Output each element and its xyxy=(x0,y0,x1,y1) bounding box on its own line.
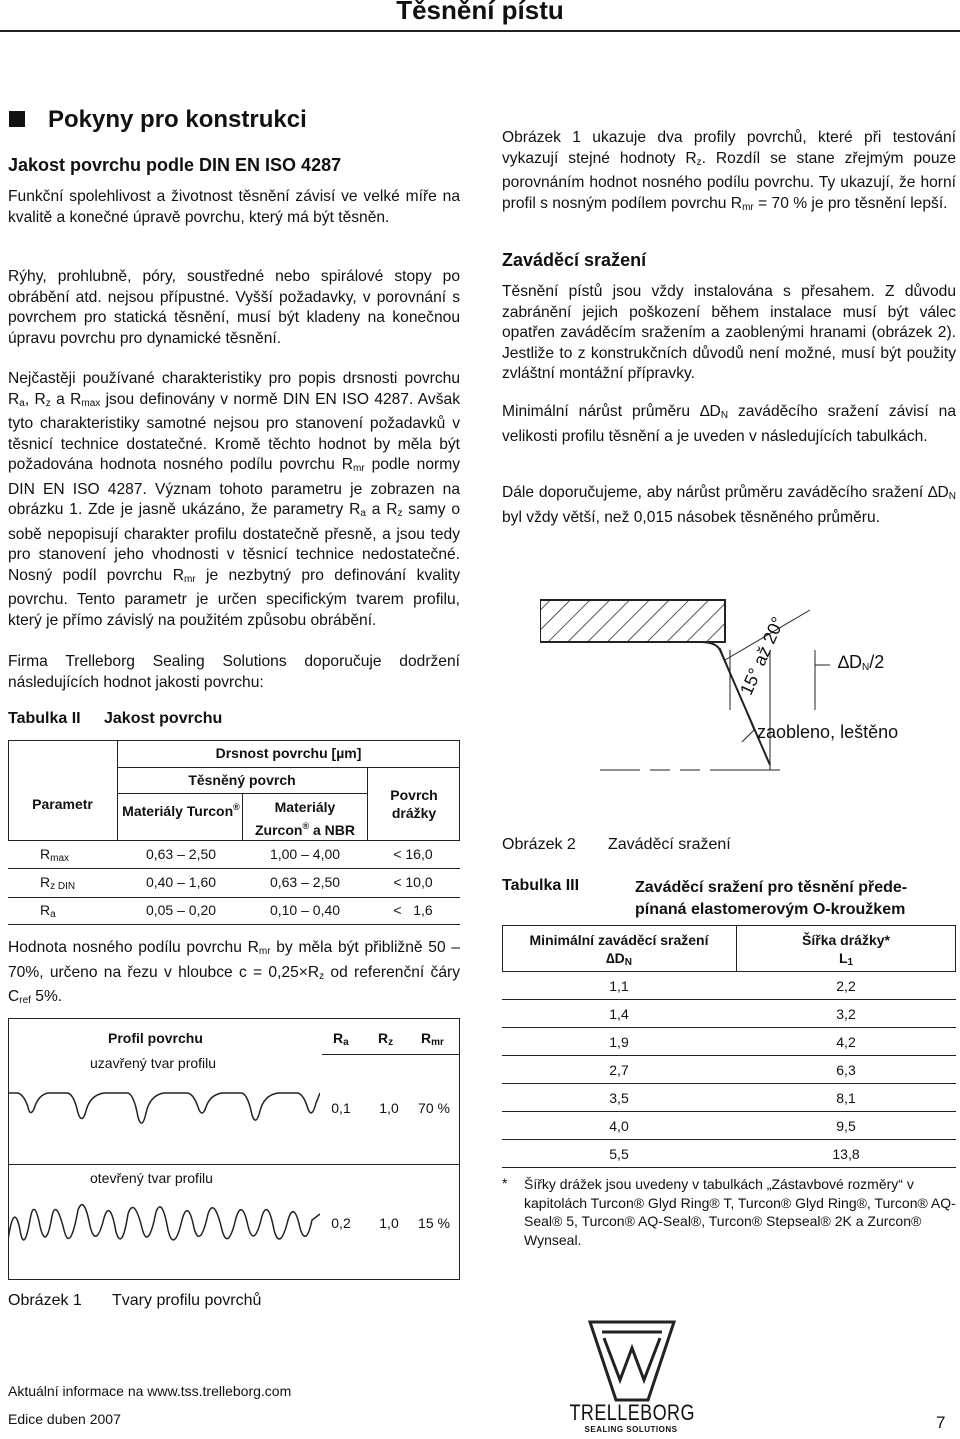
fig1-top-rule xyxy=(8,1018,460,1019)
table-row: 5,5 13,8 xyxy=(502,1140,956,1168)
left-paragraph-4: Firma Trelleborg Sealing Solutions doporučuje dodržení následujících hodnot jakosti povrchu: xyxy=(8,653,460,691)
right-paragraph-2: Těsnění pístů jsou vždy instalována s přesahem. Z důvodu zabránění jejich poškození během instalace musí být válec opatřen zaváděcím sražením a zaoblenými hranami (obrázek 2). Jestliže to z konstrukčních důvodů není možné, musí být použity zvláštní montážní přípravky. xyxy=(502,283,956,382)
table3-body xyxy=(502,972,956,1168)
table-row: 1,4 3,2 xyxy=(502,1000,956,1028)
section-title: Pokyny pro konstrukci xyxy=(48,106,307,133)
trelleborg-logo xyxy=(556,1318,706,1439)
fig1-right-border xyxy=(459,1018,460,1280)
right-paragraph-4: Dále doporučujeme, aby nárůst průměru zaváděcího sražení $\Delta D_N$ byl vždy větší, než 0,015 násobek těsněného průměru. xyxy=(502,484,956,526)
left-paragraph-3: Nejčastěji používané charakteristiky pro popis drsnosti povrchu $R_a$, $R_z$ a $R_{max}$ jsou definovány v normě DIN EN ISO 4287. Avšak tyto charakteristiky samotné nejsou pro stanovení požadavků v těsnicí technice dostatečné. Kromě těchto hodnot by měla být požadována hodnota nosného podílu povrchu $R_{mr}$ podle normy DIN EN ISO 4287. Význam tohoto parametru je zobrazen na obrázku 1. Zde je jasně ukázáno, že parametry $R_a$ a $R_z$ samy o sobě nepopisují charakter profilu dostatečně přesně, a jsou tedy pro stanovení jeho vhodnosti v těsnicí technice nedostatečné. Nosný podíl povrchu $R_{mr}$ je nezbytný pro definování kvality povrchu. Tento parametr je určen specifickým tvarem profilu, který je přímo závislý na použitém způsobu obrábění. xyxy=(8,370,460,629)
table2-row-rzdin: $R_{z DIN}$ 0,40 – 1,60 0,63 – 2,50 < 10,0 xyxy=(40,874,433,892)
fig1-closed-label: uzavřený tvar profilu xyxy=(90,1055,217,1071)
fig2-caption: Zaváděcí sražení xyxy=(608,836,731,853)
table2-row-rmax: $R_{max}$ 0,63 – 2,50 1,00 – 4,00 < 16,0 xyxy=(40,846,433,864)
fig1-header-rz: $R_z$ xyxy=(378,1030,394,1048)
fig1-open-profile xyxy=(8,1190,320,1270)
table2-rule-3 xyxy=(8,924,460,925)
table2-rule-1 xyxy=(8,868,460,869)
fig1-header-rmr: $R_{mr}$ xyxy=(421,1030,444,1048)
fig2-round-label: zaobleno, leštěno xyxy=(757,722,899,742)
fig1-label: Obrázek 1 xyxy=(8,1292,82,1309)
table3-label: Tabulka III xyxy=(502,877,580,894)
table-row: 4,0 9,5 xyxy=(502,1112,956,1140)
table3-top-rule xyxy=(502,925,956,926)
fig1-header-ra: $R_a$ xyxy=(333,1030,349,1048)
fig2-dn-label: $\Delta D_N/2$ xyxy=(838,652,885,673)
note-star: * xyxy=(502,1175,508,1191)
table2-header-drsnost: Drsnost povrchu [µm] xyxy=(215,745,362,761)
table2-header-povrch: Povrch drážky xyxy=(390,787,438,821)
fig1-bottom-rule xyxy=(8,1279,460,1280)
fig1-header-profil: Profil povrchu xyxy=(108,1030,203,1046)
figure1 xyxy=(8,1018,460,1282)
table2-title: Jakost povrchu xyxy=(104,710,223,727)
fig1-caption: Tvary profilu povrchů xyxy=(112,1292,262,1309)
right-paragraph-3: Minimální nárůst průměru $\Delta D_N$ zaváděcího sražení závisí na velikosti profilu těsnění a je uveden v následujících tabulkách. xyxy=(502,403,956,445)
table2-header-divider xyxy=(8,840,460,841)
table2-row-ra: $R_a$ 0,05 – 0,20 0,10 – 0,40 < 1,6 xyxy=(40,902,433,920)
fig1-closed-rmr: 70 % xyxy=(418,1100,450,1116)
fig1-open-rz: 1,0 xyxy=(379,1215,399,1231)
table2-rule-2 xyxy=(8,897,460,898)
fig1-open-ra: 0,2 xyxy=(331,1215,351,1231)
footer-link[interactable]: Aktuální informace na www.tss.trelleborg.com xyxy=(8,1383,292,1399)
right-paragraph-1: Obrázek 1 ukazuje dva profily povrchů, které při testování vykazují stejné hodnoty $R_z$. Rozdíl se stane zřejmým pouze porovnáním hodnot nosného podílu povrchu. Ty ukazují, že horní profil s nosným podílem povrchu $R_{mr} = 70$ % je pro těsnění lepší. xyxy=(502,129,956,213)
footer-edition: Edice duben 2007 xyxy=(8,1411,121,1427)
table2 xyxy=(8,740,460,922)
trelleborg-logo-icon xyxy=(588,1320,676,1402)
title-rule xyxy=(0,30,960,32)
fig1-mid-rule xyxy=(8,1164,460,1165)
logo-tagline: SEALING SOLUTIONS xyxy=(584,1425,678,1434)
table-row: 1,9 4,2 xyxy=(502,1028,956,1056)
table3-title: Zaváděcí sražení pro těsnění přede- pínaná elastomerovým O-kroužkem xyxy=(635,879,908,918)
table2-col-divider-3 xyxy=(367,767,368,841)
fig2-angle-label: 15° až 20° xyxy=(736,613,789,699)
note-text: Šířky drážek jsou uvedeny v tabulkách „Zástavbové rozměry“ v kapitolách Turcon® Glyd Ring® T, Turcon® Glyd Ring®, Turcon® AQ-Seal® 5, Turcon® AQ-Seal®, Turcon® Stepseal® 2K a Zurcon® Wynseal. xyxy=(524,1176,956,1248)
right-heading: Zaváděcí sražení xyxy=(502,250,647,270)
fig1-closed-rz: 1,0 xyxy=(379,1100,399,1116)
page-title: Těsnění pístu xyxy=(396,0,564,25)
fig1-open-rmr: 15 % xyxy=(418,1215,450,1231)
table2-row-rule-a xyxy=(117,767,460,768)
left-paragraph-5: Hodnota nosného podílu povrchu $R_{mr}$ by měla být přibližně 50 – 70%, určeno na řezu v hloubce $c = 0,25\times R_z$ od referenční čáry $C_{ref}$ 5%. xyxy=(8,939,460,1006)
logo-wordmark: TRELLEBORG xyxy=(569,1400,695,1425)
fig1-header-rule xyxy=(322,1054,460,1055)
fig2-label: Obrázek 2 xyxy=(502,836,576,853)
page-number: 7 xyxy=(936,1413,946,1432)
fig1-open-label: otevřený tvar profilu xyxy=(90,1170,213,1186)
table3-header-1: Minimální zaváděcí sražení $\Delta D_N$ xyxy=(529,932,709,968)
table-row: 3,5 8,1 xyxy=(502,1084,956,1112)
table2-header-parametr: Parametr xyxy=(32,796,93,812)
table2-row-rule-b xyxy=(117,793,367,794)
left-paragraph-1: Funkční spolehlivost a životnost těsnění závisí ve velké míře na kvalitě a konečné úpravě povrchu, který má být těsněn. xyxy=(8,188,460,226)
table3-header-2: Šířka drážky* $L_1$ xyxy=(802,932,890,968)
fig1-closed-profile xyxy=(8,1073,320,1153)
left-heading: Jakost povrchu podle DIN EN ISO 4287 xyxy=(8,155,342,175)
table-row: 1,1 2,2 xyxy=(502,972,956,1000)
table2-left-border xyxy=(8,740,9,841)
table-row: 2,7 6,3 xyxy=(502,1056,956,1084)
table2-header-mat1: Materiály Turcon® xyxy=(122,802,240,819)
left-paragraph-2: Rýhy, prohlubně, póry, soustředné nebo spirálové stopy po obrábění atd. nejsou přípustné. Vyšší požadavky, v porovnání s povrchem pro statická těsnění, musí být kladeny na konečnou úpravu povrchu pro dynamické těsnění. xyxy=(8,268,460,347)
table2-top-rule xyxy=(8,740,460,741)
table2-header-mat2: Materiály Zurcon® a NBR xyxy=(255,799,355,838)
table2-header-tesneny: Těsněný povrch xyxy=(188,772,296,788)
table2-label: Tabulka II xyxy=(8,710,81,727)
section-bullet-icon xyxy=(9,111,25,127)
fig1-closed-ra: 0,1 xyxy=(331,1100,351,1116)
